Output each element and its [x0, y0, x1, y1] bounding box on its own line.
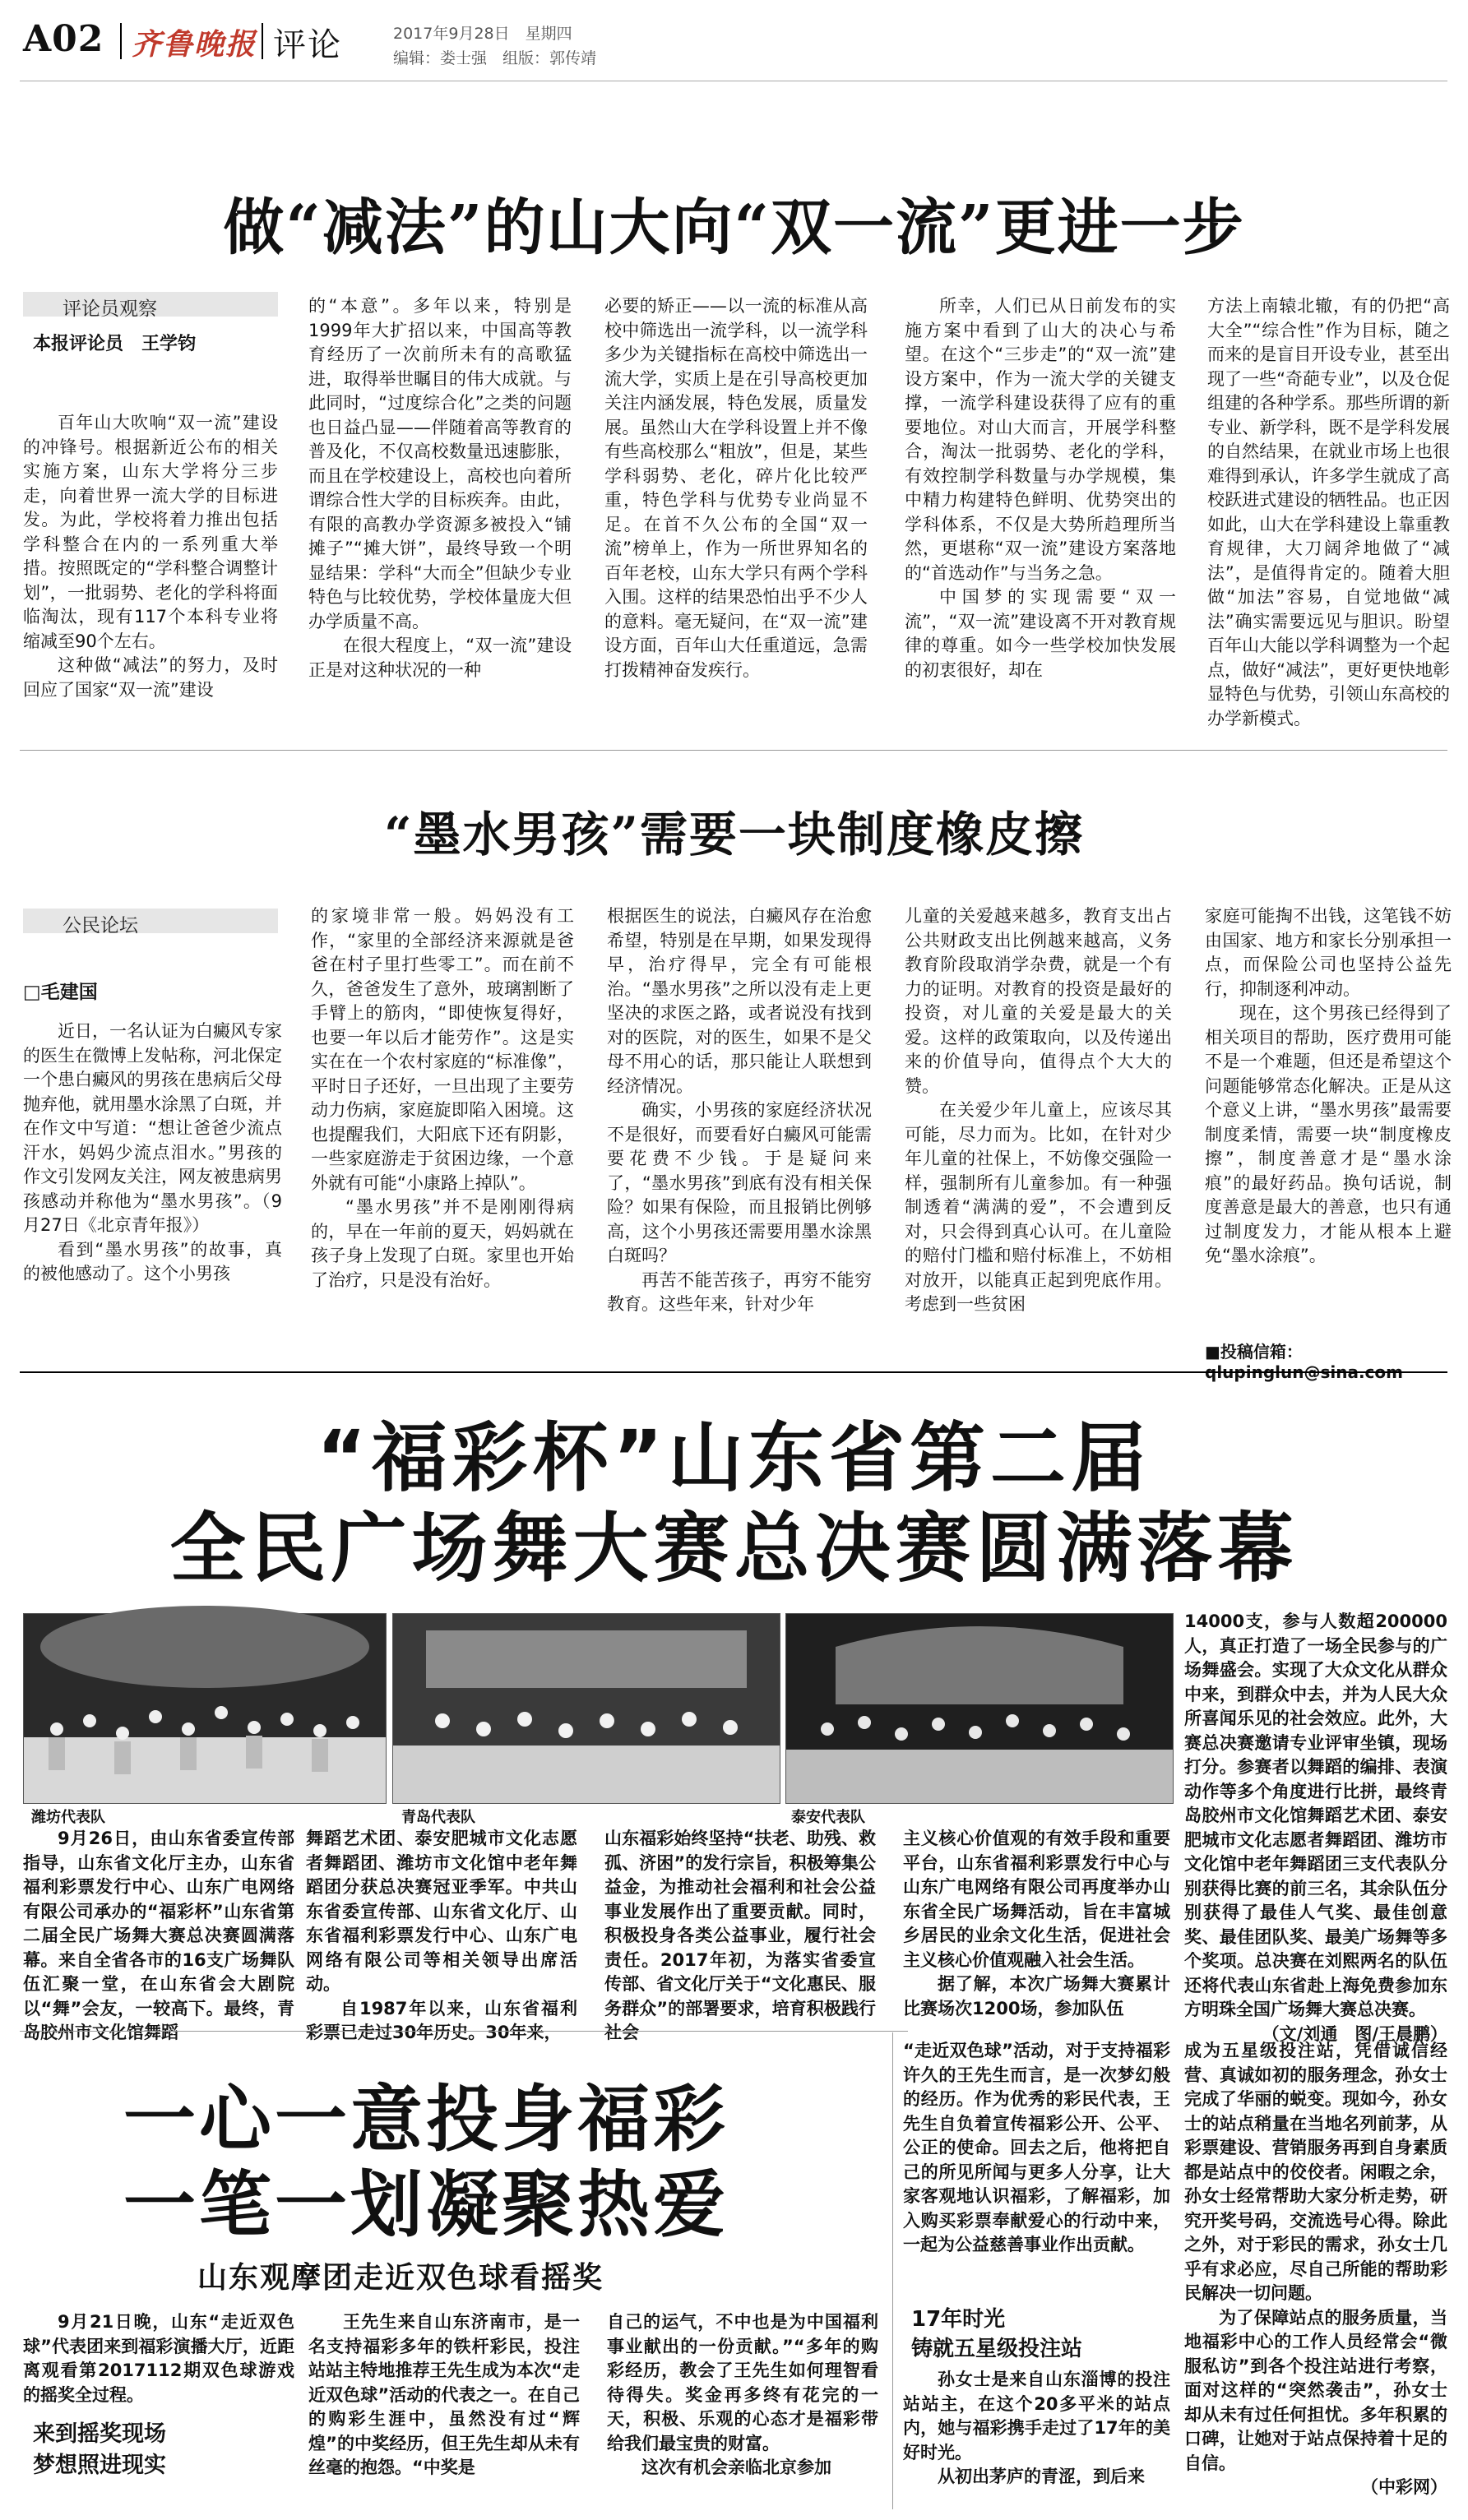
article3-c5-credit: （文/刘通 图/王晨鹏）: [1262, 2023, 1447, 2044]
article2-tag-bar: [23, 909, 278, 933]
article2-column-2: [311, 904, 574, 1361]
article4-c6-p2: 为了保障站点的服务质量，当地福彩中心的工作人员经常会“微服私访”到各个投注站进行考察，面对这样的“突然袭击”，孙女士却从未有过任何担忧。多年积累的口碑，让她对于站点保持着十足的自信。: [1184, 2307, 1447, 2473]
article3-c3-p1: 山东福彩始终坚持“扶老、助残、救孤、济困”的发行宗旨，积极筹集公益金，为推动社会福利和社会公益事业发展作出了重要贡献。同时，积极投身各类公益事业，履行社会责任。2017年初，为落实省委宣传部、省文化厅关于“文化惠民、服务群众”的部署要求，培育积极践行社会: [604, 1829, 876, 2042]
caption-qingdao: 青岛代表队: [401, 1809, 475, 1826]
article4-headline-line2: 一笔一划凝聚热爱: [123, 2162, 729, 2247]
article3-c4-p2: 据了解，本次广场舞大赛累计比赛场次1200场，参加队伍: [903, 1974, 1170, 2018]
article2-byline: □毛建国: [23, 982, 98, 1003]
article3-c1-p1: 9月26日，由山东省委宣传部指导，山东省文化厅主办，山东省福利彩票发行中心、山东广电网络有限公司承办的“福彩杯”山东省第二届全民广场舞大赛总决赛圆满落幕。来自全省各市的16支广场舞队伍汇聚一堂，在山东省会大剧院以“舞”会友，一较高下。最终，青岛胶州市文化馆舞蹈: [23, 1829, 294, 2042]
article1-c4-p2: 中国梦的实现需要“双一流”，“双一流”建设离不开对教育规律的尊重。如今一些学校加快发展的初衷很好，却在: [905, 587, 1176, 680]
article4-column-1: [23, 2310, 294, 2409]
article1-c1-p2: 这种做“减法”的努力，及时回应了国家“双一流”建设: [23, 655, 278, 700]
page-header: [0, 0, 1468, 78]
article2-c3-p2: 确实，小男孩的家庭经济状况不是很好，而要看好白癜风可能需要花费不少钱。于是疑问来了，“墨水男孩”到底有没有相关保险？如果有保险，而且报销比例够高，这个小男孩还需要用墨水涂黑白斑吗？: [607, 1100, 872, 1265]
article3-c2-p2: 自1987年以来，山东省福利彩票已走过30年历史。30年来，: [306, 1998, 577, 2042]
article2-column-4: [905, 904, 1172, 1361]
article3-headline-line1: “福彩杯”山东省第二届: [317, 1414, 1151, 1502]
article4-divider: [892, 2032, 893, 2509]
header-divider-1: [120, 23, 122, 59]
photo-weifang-team: [23, 1613, 387, 1804]
article3-column-4: [903, 1827, 1170, 2020]
article4-headline-line1: 一心一意投身福彩: [123, 2077, 729, 2162]
article4-column-6: [1184, 2039, 1447, 2508]
article4-column-5: [903, 2368, 1170, 2506]
article2-c2-p1: 的家境非常一般。妈妈没有工作，“家里的全部经济来源就是爸爸在村子里打些零工”。而在前不久，爸爸发生了意外，玻璃割断了手臂上的筋肉，“即使恢复得好，也要一年以后才能劳作”。这是实实在在一个农村家庭的“标准像”，平时日子还好，一旦出现了主要劳动力伤病，家庭旋即陷入困境。这也提醒我们，大阳底下还有阴影，一些家庭游走于贫困边缘，一个意外就有可能“小康路上掉队”。: [311, 906, 574, 1193]
article1-column-4: [905, 294, 1176, 738]
article4-c2-p1: 王先生来自山东济南市，是一名支持福彩多年的铁杆彩民，投注站站主特地推荐王先生成为本次“走近双色球”活动的代表之一。在自己的购彩生涯中，虽然没有过“辉煌”的中奖经历，但王先生却从未有丝毫的抱怨。“中奖是: [308, 2312, 580, 2477]
article2-bottom-rule: [20, 1371, 1447, 1373]
photo-taian-team: [785, 1613, 1174, 1804]
header-divider-2: [262, 23, 263, 59]
article4-subheading-1: 来到摇奖现场: [33, 2421, 166, 2447]
article2-c3-p1: 根据医生的说法，白癜风存在治愈希望，特别是在早期，如果发现得早，治疗得早，完全有可能根治。“墨水男孩”之所以没有走上更坚决的求医之路，或者说没有找到对的医院，对的医生，如果不是父母不用心的话，那只能让人联想到经济情况。: [607, 906, 872, 1096]
submission-email: ■投稿信箱：qlupinglun@sina.com: [1205, 1342, 1403, 1382]
article4-c6-p1: 成为五星级投注站，凭借诚信经营、真诚如初的服务理念，孙女士完成了华丽的蜕变。现如今，孙女士的站点稍量在当地名列前茅，从彩票建设、营销服务再到自身素质都是站点中的佼佼者。闲暇之余，孙女士经常帮助大家分析走势，研究开奖号码，交流选号心得。除此之外，对于彩民的需求，孙女士几乎有求必应，尽自己所能的帮助彩民解决一切问题。: [1184, 2041, 1447, 2303]
header-editors: 编辑：娄士强 组版：郭传靖: [393, 49, 597, 67]
article4-column-3: [607, 2310, 878, 2506]
article4-column-2: [308, 2310, 580, 2506]
article1-c4-p1: 所幸，人们已从日前发布的实施方案中看到了山大的决心与希望。在这个“三步走”的“双一流”建设方案中，作为一流大学的关键支撑，一流学科建设获得了应有的重要地位。对山大而言，开展学科整合，淘汰一批弱势、老化的学科，有效控制学科数量与办学规模，集中精力构建特色鲜明、优势突出的学科体系，不仅是大势所趋理所当然，更堪称“双一流”建设方案落地的“首选动作”与当务之急。: [905, 296, 1176, 583]
article3-column-5: [1184, 1610, 1447, 2044]
article2-column-5: [1205, 904, 1452, 1315]
article4-subhead: 山东观摩团走近双色球看摇奖: [197, 2261, 604, 2295]
article4-c4-p1: “走近双色球”活动，对于支持福彩许久的王先生而言，是一次梦幻般的经历。作为优秀的彩民代表，王先生自负着宣传福彩公开、公平、公正的使命。回去之后，他将把自己的所见所闻与更多人分享，让大家客观地认识福彩，了解福彩，加入购买彩票奉献爱心的行动中来，一起为公益慈善事业作出贡献。: [903, 2041, 1170, 2254]
article4-column-4: [903, 2039, 1170, 2294]
article2-column-3: [607, 904, 872, 1361]
photo-weifang-image: [24, 1614, 386, 1803]
article1-column-tag: 评论员观察: [63, 298, 157, 320]
article3-headline-line2: 全民广场舞大赛总决赛圆满落幕: [169, 1505, 1299, 1593]
article3-column-2: [306, 1827, 577, 2042]
article1-column-1: [23, 411, 278, 736]
article1-c5-p1: 方法上南辕北辙，有的仍把“高大全”“综合性”作为目标，随之而来的是盲目开设专业，甚至出现了一些“奇葩专业”，以及仓促组建的各种学系。那些所谓的新专业、新学科，既不是学科发展的自然结果，在就业市场上也很难得到承认，许多学生就成了高校跃进式建设的牺牲品。也正因如此，山大在学科建设上靠重教育规律，大刀阔斧地做了“减法”，是值得肯定的。随着大胆做“加法”容易，自觉地做“减法”确实需要远见与胆识。盼望百年山大能以学科调整为一个起点，做好“减法”，更好更快地彰显特色与优势，引领山东高校的办学新模式。: [1207, 296, 1450, 728]
article2-c3-p3: 再苦不能苦孩子，再穷不能穷教育。这些年来，针对少年: [607, 1269, 872, 1314]
article2-c2-p2: “墨水男孩”并不是刚刚得病的，早在一年前的夏天，妈妈就在孩子身上发现了白斑。家里也开始了治疗，只是没有治好。: [311, 1197, 574, 1290]
article4-c1-p1: 9月21日晚，山东“走近双色球”代表团来到福彩演播大厅，近距离观看第2017112期双色球游戏的摇奖全过程。: [23, 2312, 294, 2405]
header-date: 2017年9月28日 星期四: [393, 25, 572, 43]
article3-c4-p1: 主义核心价值观的有效手段和重要平台，山东省福利彩票发行中心与山东广电网络有限公司再度举办山东省全民广场舞活动，旨在丰富城乡居民的业余文化生活，促进社会主义核心价值观融入社会生活。: [903, 1829, 1170, 1970]
article2-column-1: [23, 1020, 282, 1361]
article2-column-tag: 公民论坛: [63, 915, 138, 936]
article4-subheading-4: 铸就五星级投注站: [911, 2337, 1083, 2361]
article3-c5-p1: 14000支，参与人数超200000人，真正打造了一场全民参与的广场舞盛会。实现了大众文化从群众中来，到群众中去，并为人民大众所喜闻乐见的社会效应。此外，大赛总决赛邀请专业评审坐镇，现场打分。参赛者以舞蹈的编排、表演动作等多个角度进行比拼，最终青岛胶州市文化馆舞蹈艺术团、泰安肥城市文化志愿者舞蹈团、潍坊市文化馆中老年舞蹈团三支代表队分别获得比赛的前三名，其余队伍分别获得了最佳人气奖、最佳创意奖、最佳团队奖、最美广场舞等多个奖项。总决赛在刘熙两名的队伍还将代表山东省赴上海免费参加东方明珠全国广场舞大赛总决赛。: [1184, 1611, 1447, 2019]
article2-c5-p2: 现在，这个男孩已经得到了相关项目的帮助，医疗费用可能不是一个难题，但还是希望这个问题能够常态化解决。正是从这个意义上讲，“墨水男孩”最需要制度柔情，需要一块“制度橡皮擦”，制度善意才是“墨水涂痕”的最好药品。换句话说，制度善意是最大的善意，也只有通过制度发力，才能从根本上避免“墨水涂痕”。: [1205, 1003, 1452, 1265]
article3-column-1: [23, 1827, 294, 2042]
photo-qingdao-image: [393, 1614, 780, 1803]
article4-c6-credit: （中彩网）: [1361, 2477, 1447, 2497]
article1-c1-p1: 百年山大吹响“双一流”建设的冲锋号。根据新近公布的相关实施方案，山东大学将分三步走，向着世界一流大学的目标进发。为此，学校将着力推出包括学科整合在内的一系列重大举措。按照既定的“学科整合调整计划”，一批弱势、老化的学科将面临淘汰，现有117个本科专业将缩减至90个左右。: [23, 413, 278, 651]
article4-subheading-3: 17年时光: [911, 2307, 1006, 2332]
article2-c4-p2: 在关爱少年儿童上，应该尽其可能，尽力而为。比如，在针对少年儿童的社保上，不妨像交强险一样，强制所有儿童参加。有一种强制透着“满满的爱”，不会遭到反对，只会得到真心认可。在儿童险的赔付门槛和赔付标准上，不妨相对放开，以能真正起到兜底作用。考虑到一些贫困: [905, 1100, 1172, 1314]
caption-weifang: 潍坊代表队: [31, 1809, 105, 1826]
article4-subheading-2: 梦想照进现实: [33, 2453, 166, 2478]
photo-qingdao-team: [392, 1613, 780, 1804]
paper-logo: 齐鲁晚报: [132, 27, 257, 62]
article1-c2-p2: 在很大程度上，“双一流”建设正是对这种状况的一种: [308, 636, 572, 680]
article1-column-2: [308, 294, 572, 738]
article2-c1-p1: 近日，一名认证为白癜风专家的医生在微博上发帖称，河北保定一个患白癜风的男孩在患病后父母抛弃他，就用墨水涂黑了白斑，并在作文中写道：“想让爸爸少流点汗水，妈妈少流点泪水。”男孩的作文引发网友关注，网友被患病男孩感动并称他为“墨水男孩”。（9月27日《北京青年报》）: [23, 1021, 282, 1235]
article4-c3-p1: 自己的运气，不中也是为中国福利事业献出的一份贡献。”“多年的购彩经历，教会了王先生如何理智看待得失。奖金再多终有花完的一天，积极、乐观的心态才是福彩带给我们最宝贵的财富。: [607, 2312, 878, 2453]
photo-taian-image: [786, 1614, 1173, 1803]
article1-byline: 本报评论员 王学钧: [33, 334, 197, 354]
article1-c2-p1: 的“本意”。多年以来，特别是1999年大扩招以来，中国高等教育经历了一次前所未有的高歌猛进，取得举世瞩目的伟大成就。与此同时，“过度综合化”之类的问题也日益凸显——伴随着高等教育的普及化，不仅高校数量迅速膨胀，而且在学校建设上，高校也向着所谓综合性大学的目标疾奔。由此，有限的高教办学资源多被投入“铺摊子”“摊大饼”，最终导致一个明显结果：学科“大而全”但缺少专业特色与比较优势，学校体量庞大但办学质量不高。: [308, 296, 572, 631]
article4-c5-p1: 孙女士是来自山东淄博的投注站站主，在这个20多平米的站点内，她与福彩携手走过了17年的美好时光。: [903, 2370, 1170, 2462]
article1-headline: 做“减法”的山大向“双一流”更进一步: [223, 192, 1245, 263]
caption-taian: 泰安代表队: [791, 1809, 865, 1826]
article4-c3-p2: 这次有机会亲临北京参加: [641, 2458, 831, 2477]
article2-c5-p1: 家庭可能掏不出钱，这笔钱不妨由国家、地方和家长分别承担一点，而保险公司也坚持公益先行，抑制逐利冲动。: [1205, 906, 1452, 999]
article1-bottom-rule: [20, 750, 1447, 751]
article1-c3-p1: 必要的矫正——以一流的标准从高校中筛选出一流学科，以一流学科多少为关键指标在高校中筛选出一流大学，实质上是在引导高校更加关注内涵发展，特色发展，质量发展。虽然山大在学科设置上并不像有些高校那么“粗放”，但是，某些学科弱势、老化，碎片化比较严重，特色学科与优势专业尚显不足。在首不久公布的全国“双一流”榜单上，作为一所世界知名的百年老校，山东大学只有两个学科入围。这样的结果恐怕出乎不少人的意料。毫无疑问，在“双一流”建设方面，百年山大任重道远，急需打拨精神奋发疾行。: [604, 296, 868, 680]
article3-column-3: [604, 1827, 876, 2042]
article1-column-3: [604, 294, 868, 738]
article3-c2-p1: 舞蹈艺术团、泰安肥城市文化志愿者舞蹈团、潍坊市文化馆中老年舞蹈团分获总决赛冠亚季军。中共山东省委宣传部、山东省文化厅、山东省福利彩票发行中心、山东广电网络有限公司等相关领导出席活动。: [306, 1829, 577, 1994]
article2-c4-p1: 儿童的关爱越来越多，教育支出占公共财政支出比例越来越高，义务教育阶段取消学杂费，就是一个有力的证明。对教育的投资是最好的投资，对儿童的关爱是最大的关爱。这样的政策取向，以及传递出来的价值导向，值得点个大大的赞。: [905, 906, 1172, 1096]
article2-headline: “墨水男孩”需要一块制度橡皮擦: [384, 807, 1084, 862]
article2-c1-p2: 看到“墨水男孩”的故事，真的被他感动了。这个小男孩: [23, 1239, 282, 1283]
article1-column-5: [1207, 294, 1450, 738]
article4-c5-p2: 从初出茅庐的青涩，到后来: [938, 2467, 1145, 2486]
article3-bottom-rule: [20, 2031, 908, 2032]
section-name: 评论: [273, 26, 342, 64]
page-number: A02: [23, 18, 104, 60]
